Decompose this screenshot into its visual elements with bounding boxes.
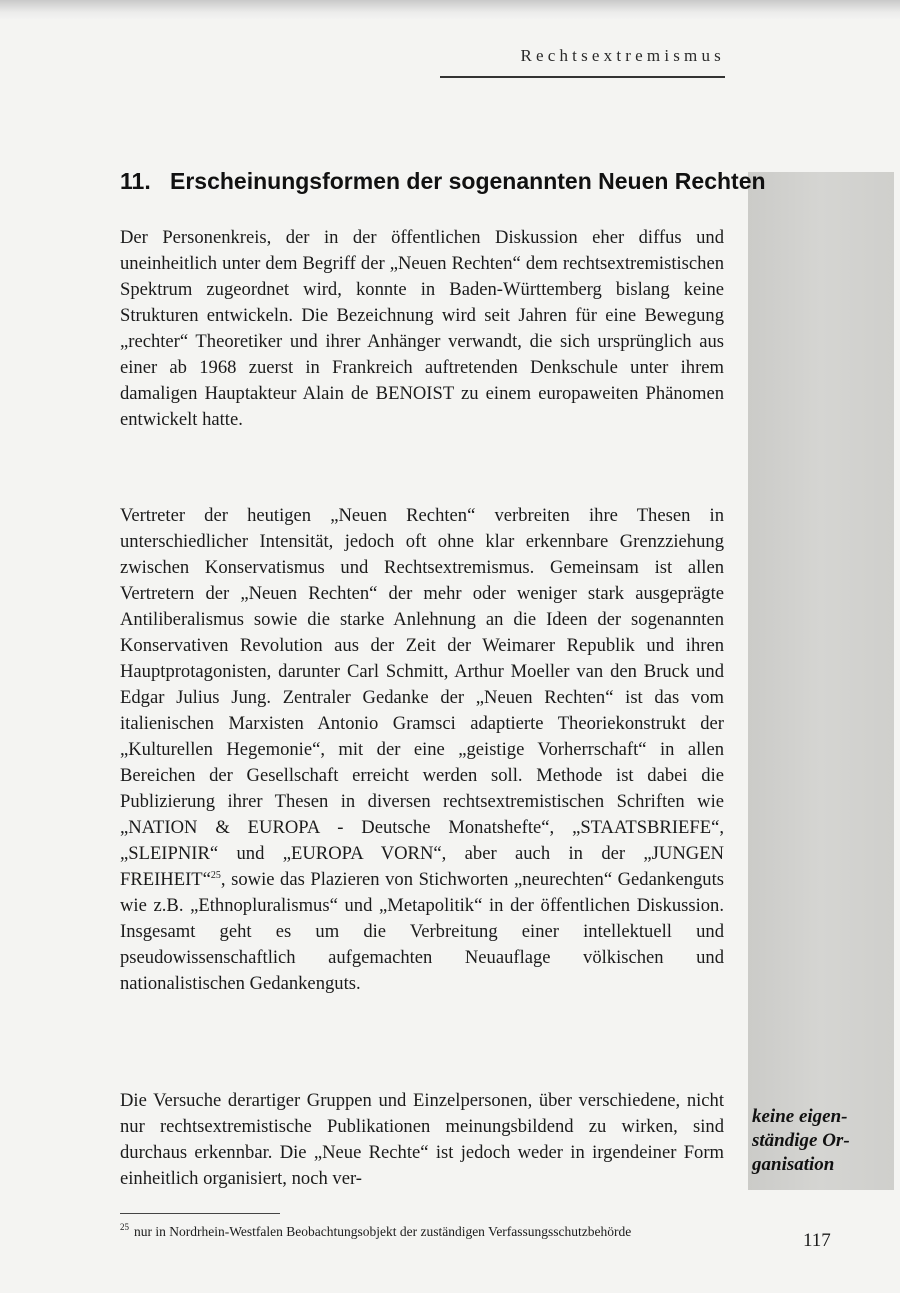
footnote-text: nur in Nordrhein-Westfalen Beobachtungsobjekt der zuständigen Verfassungsschutzbehörde (134, 1224, 632, 1239)
margin-note: keine eigen- ständige Or- ganisation (752, 1106, 850, 1175)
section-heading (120, 168, 766, 195)
margin-column (748, 172, 894, 1190)
paragraph-3: Die Versuche derartiger Gruppen und Einzelpersonen, über verschiedene, nicht nur rechtsextremistische Publikationen meinungsbildend zu wirken, sind durchaus erkennbar. Die „Neue Rechte“ ist jedoch weder in irgendeiner Form einheitlich organisiert, noch ver- (120, 1090, 724, 1189)
footnote (120, 1224, 730, 1239)
section-title: Erscheinungsformen der sogenannten Neuen Rechten (170, 168, 766, 194)
footnote-reference[interactable]: 25 (210, 869, 221, 881)
section-number: 11. (120, 168, 151, 194)
paragraph-1: Der Personenkreis, der in der öffentlichen Diskussion eher diffus und uneinheitlich unter dem Begriff der „Neuen Rechten“ dem rechtsextremistischen Spektrum zugeordnet wird, konnte in Baden-Württemberg bislang keine Strukturen entwickeln. Die Bezeichnung wird seit Jahren für eine Bewegung „rechter“ Theoretiker und ihrer Anhänger verwandt, die sich ursprünglich aus einer ab 1968 zuerst in Frankreich auftretenden Denkschule unter ihrem damaligen Hauptakteur Alain de BENOIST zu einem europaweiten Phänomen entwickelt hatte. (120, 227, 724, 430)
running-header: Rechtsextremismus (520, 46, 725, 65)
paragraph-2-text-a: Vertreter der heutigen „Neuen Rechten“ verbreiten ihre Thesen in unterschiedlicher Intensität, jedoch oft ohne klar erkennbare Grenzziehung zwischen Konservatismus und Rechtsextremismus. Gemeinsam ist allen Vertretern der „Neuen Rechten“ der mehr oder weniger stark ausgeprägte Antiliberalismus sowie die starke Anlehnung an die Ideen der sogenannten Konservativen Revolution aus der Zeit der Weimarer Republik und ihren Hauptprotagonisten, darunter Carl Schmitt, Arthur Moeller van den Bruck und Edgar Julius Jung. Zentraler Gedanke der „Neuen Rechten“ ist das vom italienischen Marxisten Antonio Gramsci adaptierte Theoriekonstrukt der „Kulturellen Hegemonie“, mit der eine „geistige Vorherrschaft“ in allen Bereichen der Gesellschaft erreicht werden soll. Methode ist dabei die Publizierung ihrer Thesen in diversen rechtsextremistischen Schriften wie „NATION & EUROPA - Deutsche Monatshefte“, „STAATSBRIEFE“, „SLEIPNIR“ und „EUROPA VORN“, aber auch in der „JUNGEN FREIHEIT“ (120, 505, 724, 890)
footnote-mark: 25 (120, 1222, 129, 1232)
header-rule (440, 76, 725, 78)
footnote-rule (120, 1213, 280, 1214)
scan-top-shadow (0, 0, 900, 20)
paragraph-2 (120, 503, 724, 997)
paragraph-2-text-b: , sowie das Plazieren von Stichworten „neurechten“ Gedankenguts wie z.B. „Ethnopluralismus“ und „Metapolitik“ in der öffentlichen Diskussion. Insgesamt geht es um die Verbreitung einer intellektuell und pseudowissenschaftlich aufgemachten Neuauflage völkischen und nationalistischen Gedankenguts. (120, 869, 724, 994)
page-number: 117 (803, 1230, 831, 1251)
